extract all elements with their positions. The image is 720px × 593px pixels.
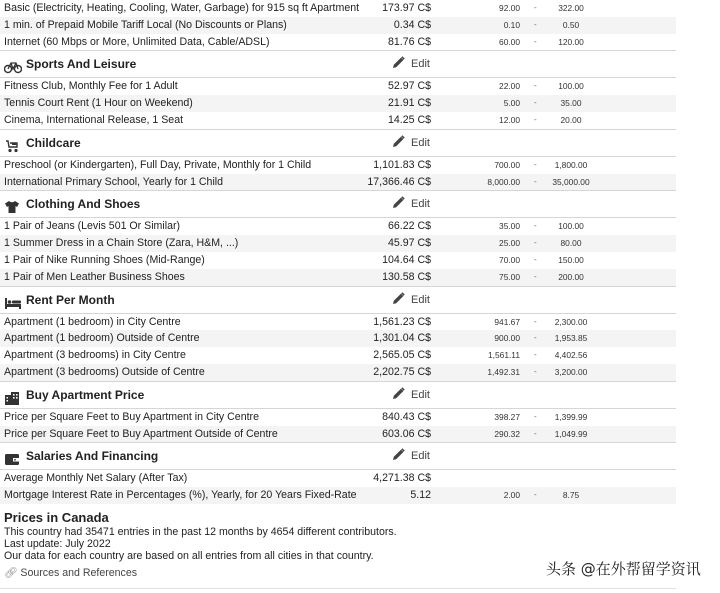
item-name: Basic (Electricity, Heating, Cooling, Water, Garbage) for 915 sq ft Apartment: [4, 2, 360, 14]
pencil-icon: [392, 292, 405, 305]
section-title: Buy Apartment Price: [26, 387, 145, 402]
range-low: 1,492.31: [487, 366, 520, 377]
range-separator: -: [534, 333, 537, 343]
item-price: 130.58 C$: [382, 270, 431, 283]
sources-label: Sources and References: [20, 567, 138, 579]
item-price: 0.34 C$: [393, 18, 431, 31]
item-name: Tennis Court Rent (1 Hour on Weekend): [4, 97, 193, 110]
range-separator: -: [534, 36, 537, 46]
entries-info: This country had 35471 entries in the past 12 months by 4654 different contributors.: [4, 526, 397, 538]
item-price: 66.22 C$: [388, 220, 431, 233]
range-high: 200.00: [558, 271, 584, 282]
range-low: 22.00: [499, 81, 520, 92]
range-low: 25.00: [499, 238, 520, 249]
range-low: 92.00: [499, 3, 520, 13]
range-high: 3,200.00: [554, 366, 588, 377]
range-low: 0.10: [503, 19, 520, 30]
item-name: Fitness Club, Monthly Fee for 1 Adult: [4, 80, 178, 93]
range-separator: -: [534, 490, 537, 500]
range-low: 12.00: [499, 114, 520, 125]
range-low: 75.00: [499, 271, 520, 282]
range-separator: -: [534, 3, 537, 12]
item-price: 14.25 C$: [388, 113, 431, 126]
bed-icon: [4, 293, 20, 307]
range-separator: -: [534, 271, 537, 281]
item-price: 5.12: [410, 489, 431, 502]
range-low: 290.32: [494, 428, 520, 439]
section-header-buy-apartment-price: [0, 381, 676, 409]
table-row: [0, 112, 676, 129]
range-low: 900.00: [494, 333, 520, 344]
table-row: [0, 470, 676, 487]
range-low: 35.00: [499, 221, 520, 232]
section-header-rent-per-month: [0, 286, 676, 314]
table-row: [0, 218, 676, 235]
item-price: 4,271.38 C$: [373, 472, 431, 485]
stroller-icon: [4, 136, 20, 150]
table-row: [0, 330, 676, 347]
item-name: Apartment (3 bedrooms) in City Centre: [4, 349, 186, 362]
range-low: 8,000.00: [487, 176, 520, 187]
table-row: [0, 34, 676, 51]
range-separator: -: [534, 316, 537, 326]
wallet-icon: [4, 449, 20, 463]
item-name: Internet (60 Mbps or More, Unlimited Data, Cable/ADSL): [4, 35, 270, 48]
pencil-icon: [392, 196, 405, 209]
item-name: 1 Pair of Nike Running Shoes (Mid-Range): [4, 253, 205, 266]
data-note: Our data for each country are based on all entries from all cities in that country.: [4, 550, 374, 562]
range-high: 8.75: [562, 490, 580, 501]
item-name: Price per Square Feet to Buy Apartment in City Centre: [4, 410, 259, 423]
edit-label: Edit: [411, 388, 430, 401]
item-price: 17,366.46 C$: [367, 175, 431, 188]
range-high: 20.00: [560, 114, 582, 125]
item-price: 2,565.05 C$: [373, 349, 431, 362]
range-separator: -: [534, 19, 537, 29]
range-high: 80.00: [560, 238, 582, 249]
item-price: 1,301.04 C$: [373, 332, 431, 345]
item-price: 21.91 C$: [388, 97, 431, 110]
pencil-icon: [392, 448, 405, 461]
range-high: 100.00: [558, 221, 584, 232]
edit-label: Edit: [411, 450, 430, 463]
table-row: [0, 78, 676, 95]
range-separator: -: [534, 221, 537, 231]
divider: [0, 588, 676, 589]
item-price: 1,561.23 C$: [373, 315, 431, 328]
range-high: 120.00: [558, 36, 584, 47]
range-low: 60.00: [499, 36, 520, 47]
item-name: Apartment (3 bedrooms) Outside of Centre: [4, 365, 205, 378]
item-price: 45.97 C$: [388, 237, 431, 250]
item-price: 52.97 C$: [388, 80, 431, 93]
tshirt-icon: [4, 197, 20, 211]
table-row: [0, 174, 676, 191]
item-name: Price per Square Feet to Buy Apartment Outside of Centre: [4, 427, 278, 440]
table-row: [0, 0, 676, 17]
range-separator: -: [534, 114, 537, 124]
section-title: Rent Per Month: [26, 292, 115, 307]
range-high: 4,402.56: [554, 350, 588, 361]
item-name: Average Monthly Net Salary (After Tax): [4, 472, 188, 485]
edit-button[interactable]: [392, 130, 430, 156]
watermark: 头条 @在外帮留学资讯: [546, 560, 701, 578]
range-separator: -: [534, 254, 537, 264]
link-icon: 🔗︎: [4, 567, 18, 579]
item-name: 1 Pair of Men Leather Business Shoes: [4, 270, 185, 283]
section-header-childcare: [0, 129, 676, 157]
table-row: [0, 95, 676, 112]
table-row: [0, 364, 676, 381]
range-high: 35,000.00: [552, 176, 590, 187]
section-header-sports-and-leisure: [0, 50, 676, 78]
range-low: 700.00: [494, 159, 520, 170]
item-price: 81.76 C$: [388, 35, 431, 48]
section-title: Salaries And Financing: [26, 449, 159, 464]
edit-label: Edit: [411, 136, 430, 149]
table-row: [0, 426, 676, 443]
item-name: International Primary School, Yearly for 1 Child: [4, 175, 224, 188]
range-separator: -: [534, 428, 537, 438]
range-separator: -: [534, 159, 537, 169]
pencil-icon: [392, 56, 405, 69]
edit-button[interactable]: [392, 382, 430, 408]
prices-title: Prices in Canada: [4, 510, 109, 525]
pencil-icon: [392, 387, 405, 400]
item-price: 104.64 C$: [382, 253, 431, 266]
edit-button[interactable]: [392, 443, 430, 469]
range-high: 0.50: [562, 19, 580, 30]
section-title: Sports And Leisure: [26, 57, 137, 72]
item-price: 840.43 C$: [382, 410, 431, 423]
edit-label: Edit: [411, 293, 430, 306]
table-row: [0, 17, 676, 34]
range-separator: -: [534, 98, 537, 108]
range-high: 1,049.99: [554, 428, 588, 439]
section-title: Clothing And Shoes: [26, 197, 141, 212]
range-low: 2.00: [503, 490, 520, 501]
item-price: 1,101.83 C$: [373, 158, 431, 171]
range-separator: -: [534, 176, 537, 186]
table-row: [0, 269, 676, 286]
edit-button[interactable]: [392, 287, 430, 313]
range-high: 100.00: [558, 81, 584, 92]
range-high: 2,300.00: [554, 316, 588, 327]
range-low: 1,561.11: [488, 350, 520, 361]
item-name: Cinema, International Release, 1 Seat: [4, 113, 184, 126]
range-high: 322.00: [558, 3, 584, 13]
building-icon: [4, 388, 20, 402]
range-low: 398.27: [494, 411, 520, 422]
table-row: [0, 235, 676, 252]
range-separator: -: [534, 238, 537, 248]
section-header-clothing-and-shoes: [0, 190, 676, 218]
last-update: Last update: July 2022: [4, 538, 111, 550]
table-row: [0, 252, 676, 269]
edit-label: Edit: [411, 58, 430, 71]
bicycle-icon: [4, 57, 20, 71]
item-price: 173.97 C$: [382, 2, 431, 14]
range-high: 1,953.85: [554, 333, 588, 344]
range-high: 150.00: [558, 254, 584, 265]
table-row: [0, 347, 676, 364]
edit-button[interactable]: [392, 191, 430, 217]
range-separator: -: [534, 350, 537, 360]
item-name: Apartment (1 bedroom) Outside of Centre: [4, 332, 200, 345]
item-name: Preschool (or Kindergarten), Full Day, Private, Monthly for 1 Child: [4, 158, 312, 171]
item-name: 1 Summer Dress in a Chain Store (Zara, H&M, ...): [4, 237, 239, 250]
item-name: Mortgage Interest Rate in Percentages (%), Yearly, for 20 Years Fixed-Rate: [4, 489, 357, 502]
range-separator: -: [534, 366, 537, 376]
pencil-icon: [392, 135, 405, 148]
section-header-salaries-and-financing: [0, 442, 676, 470]
edit-button[interactable]: [392, 51, 430, 77]
range-separator: -: [534, 81, 537, 91]
table-row: [0, 157, 676, 174]
item-name: Apartment (1 bedroom) in City Centre: [4, 315, 181, 328]
range-high: 1,800.00: [554, 159, 588, 170]
range-low: 70.00: [499, 254, 520, 265]
item-name: 1 Pair of Jeans (Levis 501 Or Similar): [4, 220, 181, 233]
range-low: 941.67: [494, 316, 520, 327]
range-high: 35.00: [560, 98, 582, 109]
sources-link[interactable]: [4, 566, 137, 579]
range-separator: -: [534, 411, 537, 421]
item-price: 2,202.75 C$: [373, 365, 431, 378]
edit-label: Edit: [411, 198, 430, 211]
item-price: 603.06 C$: [382, 427, 431, 440]
table-row: [0, 487, 676, 504]
table-row: [0, 409, 676, 426]
table-row: [0, 314, 676, 331]
range-low: 5.00: [503, 98, 520, 109]
section-title: Childcare: [26, 135, 81, 150]
item-name: 1 min. of Prepaid Mobile Tariff Local (No Discounts or Plans): [4, 18, 287, 31]
range-high: 1,399.99: [554, 411, 588, 422]
